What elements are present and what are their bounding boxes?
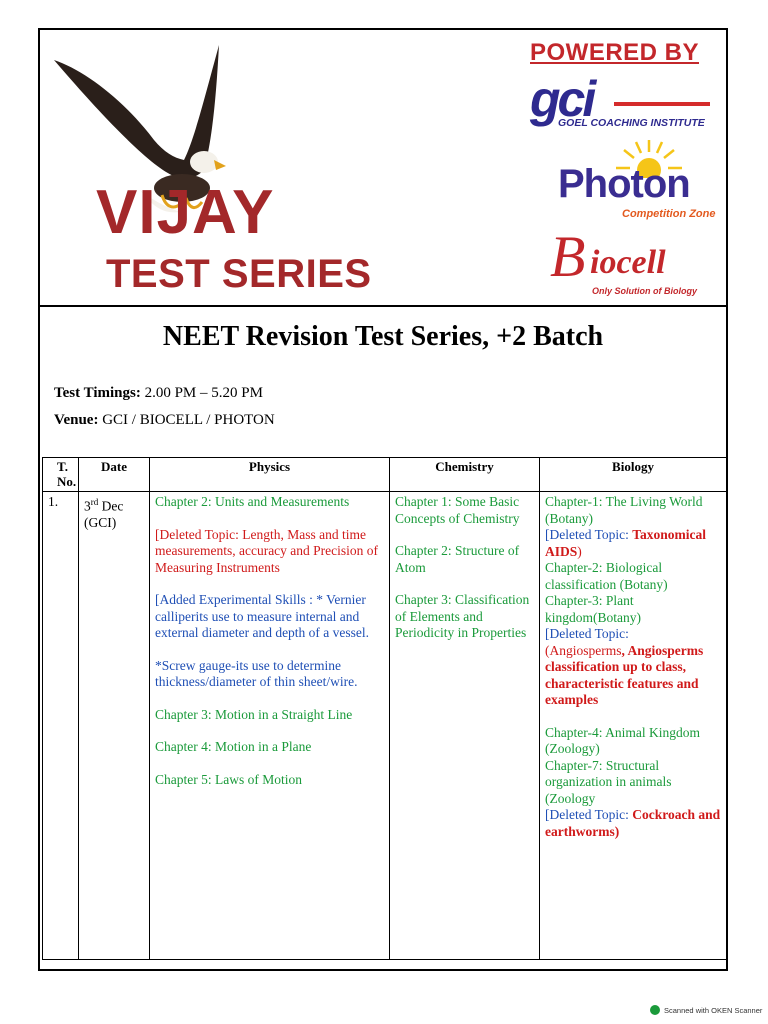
schedule-table [42,457,727,960]
photon-logo [556,138,726,222]
chemistry-chapter-2: Chapter 2: Structure of Atom [395,543,520,575]
test-timings-value: 2.00 PM – 5.20 PM [144,385,263,401]
photon-tagline: Competition Zone [622,208,716,220]
biology-chapter-4: Chapter-4: Animal Kingdom (Zoology) [545,724,700,756]
page-title: NEET Revision Test Series, +2 Batch [162,321,604,352]
column-header-chemistry: Chemistry [390,458,540,492]
column-header-physics: Physics [150,458,390,492]
scanner-watermark [650,1005,762,1015]
physics-chapter-4: Chapter 4: Motion in a Plane [155,739,312,754]
chemistry-chapter-1: Chapter 1: Some Basic Concepts of Chemistry [395,494,520,526]
cell-physics [150,492,390,960]
cell-tno: 1. [43,492,79,960]
table-row [43,492,727,960]
biology-deleted-topic-2: [Deleted Topic: (Angiosperms, Angiosperms classification up to class, characteristic features and examples [545,626,704,707]
test-timings [54,385,263,402]
column-header-tno: T. No. [43,458,79,492]
chemistry-chapter-3: Chapter 3: Classification of Elements and Periodicity in Properties [395,592,530,640]
physics-added-skills: [Added Experimental Skills : * Vernier calliperits use to measure internal and external diameter and depth of a vessel. [155,592,370,640]
biology-chapter-7: Chapter-7: Structural organization in animals (Zoology [545,757,672,806]
physics-screw-gauge: *Screw gauge-its use to determine thickness/diameter of thin sheet/wire. [155,657,358,689]
gci-logo-text: gci [530,71,594,127]
biocell-logo-text: iocell [590,244,666,281]
biocell-tagline: Only Solution of Biology [592,286,697,296]
brand-subtitle: TEST SERIES [106,252,372,296]
biology-chapter-2: Chapter-2: Biological classification (Botany) [545,560,668,592]
biology-deleted-topic-1: [Deleted Topic: Taxonomical AIDS) [545,527,707,559]
cell-chemistry [390,492,540,960]
venue [54,412,275,429]
column-header-date: Date [79,458,150,492]
physics-chapter-5: Chapter 5: Laws of Motion [155,771,302,787]
biocell-b-logo: B [550,224,586,289]
column-header-biology: Biology [540,458,727,492]
venue-value: GCI / BIOCELL / PHOTON [102,412,275,428]
cell-biology [540,492,727,960]
biology-chapter-1: Chapter-1: The Living World (Botany) [545,494,703,526]
test-timings-label: Test Timings: [54,385,141,401]
table-header-row [43,458,727,492]
photon-logo-text: Photon [558,162,690,206]
physics-chapter-2: Chapter 2: Units and Measurements [155,494,350,509]
cell-date: 3rd Dec (GCI) [79,492,150,960]
gci-logo-bar [614,102,710,106]
gci-full-name: GOEL COACHING INSTITUTE [558,117,705,129]
document-frame [38,28,728,971]
header-banner [40,30,726,307]
scanner-icon [650,1005,660,1015]
powered-by-label: POWERED BY [530,39,700,66]
physics-chapter-3: Chapter 3: Motion in a Straight Line [155,706,353,722]
gci-logo [530,71,725,132]
biocell-logo [550,224,730,298]
scanner-text: Scanned with OKEN Scanner [664,1005,763,1015]
biology-chapter-3: Chapter-3: Plant kingdom(Botany) [545,593,641,625]
brand-name: VIJAY [96,178,275,247]
biology-deleted-topic-3: [Deleted Topic: Cockroach and earthworms) [545,807,721,839]
physics-deleted-topic: [Deleted Topic: Length, Mass and time measurements, accuracy and Precision of Measuring Instruments [155,526,379,575]
venue-label: Venue: [54,412,99,428]
